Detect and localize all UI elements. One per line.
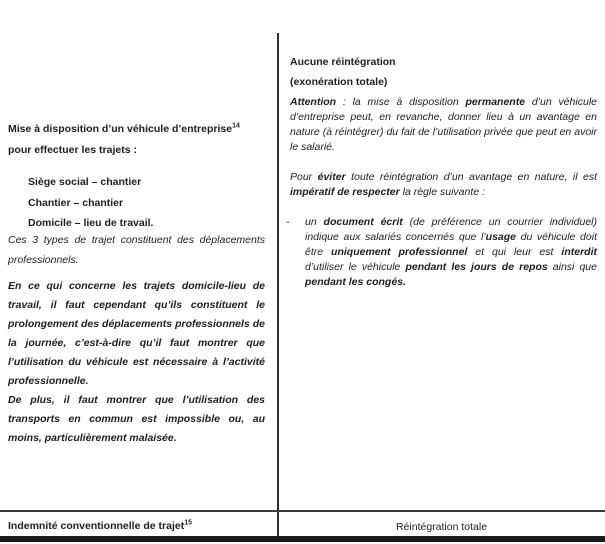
footer-right-label: Réintégration totale — [395, 521, 488, 533]
right-heading-line1: Aucune réintégration — [290, 56, 396, 68]
footer-separator-line — [0, 510, 605, 512]
right-paragraph-attention: Attention : la mise à disposition permanente d’un véhicule d’entreprise peut, en revanche, donner lieu à un avantage en nature (à réintégrer) du fait de l’utilisation privée que peut en avoir le salarié. — [290, 96, 597, 153]
bullet-text: un document écrit (de préférence un courrier individuel) indique aux salariés concernés que l’usage du véhicule doit être uniquement professionnel et qui leur est interdit d’utiliser le véhicule pendant les jours de repos ainsi que pendant les congés. — [305, 216, 597, 288]
footer-left-label: Indemnité conventionnelle de trajet — [8, 520, 185, 532]
trip-type-list — [28, 172, 268, 234]
footnote-marker-14: 14 — [232, 122, 240, 130]
left-heading-line2: pour effectuer les trajets : — [8, 144, 137, 156]
left-heading-line1: Mise à disposition d’un véhicule d’entreprise — [8, 123, 233, 135]
bullet-item-written-document — [286, 215, 597, 290]
right-heading-line2: (exonération totale) — [290, 76, 388, 88]
left-paragraph-trip-types: Ces 3 types de trajet constituent des déplacements professionnels. — [8, 234, 265, 266]
left-paragraph-conditions-part1: En ce qui concerne les trajets domicile-lieu de travail, il faut cependant qu’ils constituent le prolongement des déplacements professionnels de la journée, c’est-à-dire qu’il faut montrer que l’utilisation du véhicule est nécessaire à l’activité professionnelle. — [8, 280, 265, 387]
trip-item-siege-chantier: Siège social – chantier — [28, 176, 142, 188]
right-paragraph-rule-intro: Pour éviter toute réintégration d’un avantage en nature, il est impératif de respecter la règle suivante : — [290, 171, 597, 198]
right-column-heading — [290, 52, 590, 92]
bottom-bar — [0, 536, 605, 542]
trip-item-domicile-travail: Domicile – lieu de travail. — [28, 217, 154, 229]
left-paragraph-conditions — [8, 277, 265, 448]
footnote-marker-15: 15 — [184, 519, 192, 527]
column-divider-line — [277, 33, 279, 536]
left-column-heading — [8, 119, 274, 161]
bullet-dash-marker: - — [286, 216, 290, 228]
left-paragraph-conditions-part2: De plus, il faut montrer que l’utilisation des transports en commun est impossible ou, au moins, particulièrement malaisée. — [8, 394, 265, 444]
trip-item-chantier-chantier: Chantier – chantier — [28, 196, 124, 209]
footer-left-cell — [8, 520, 274, 533]
